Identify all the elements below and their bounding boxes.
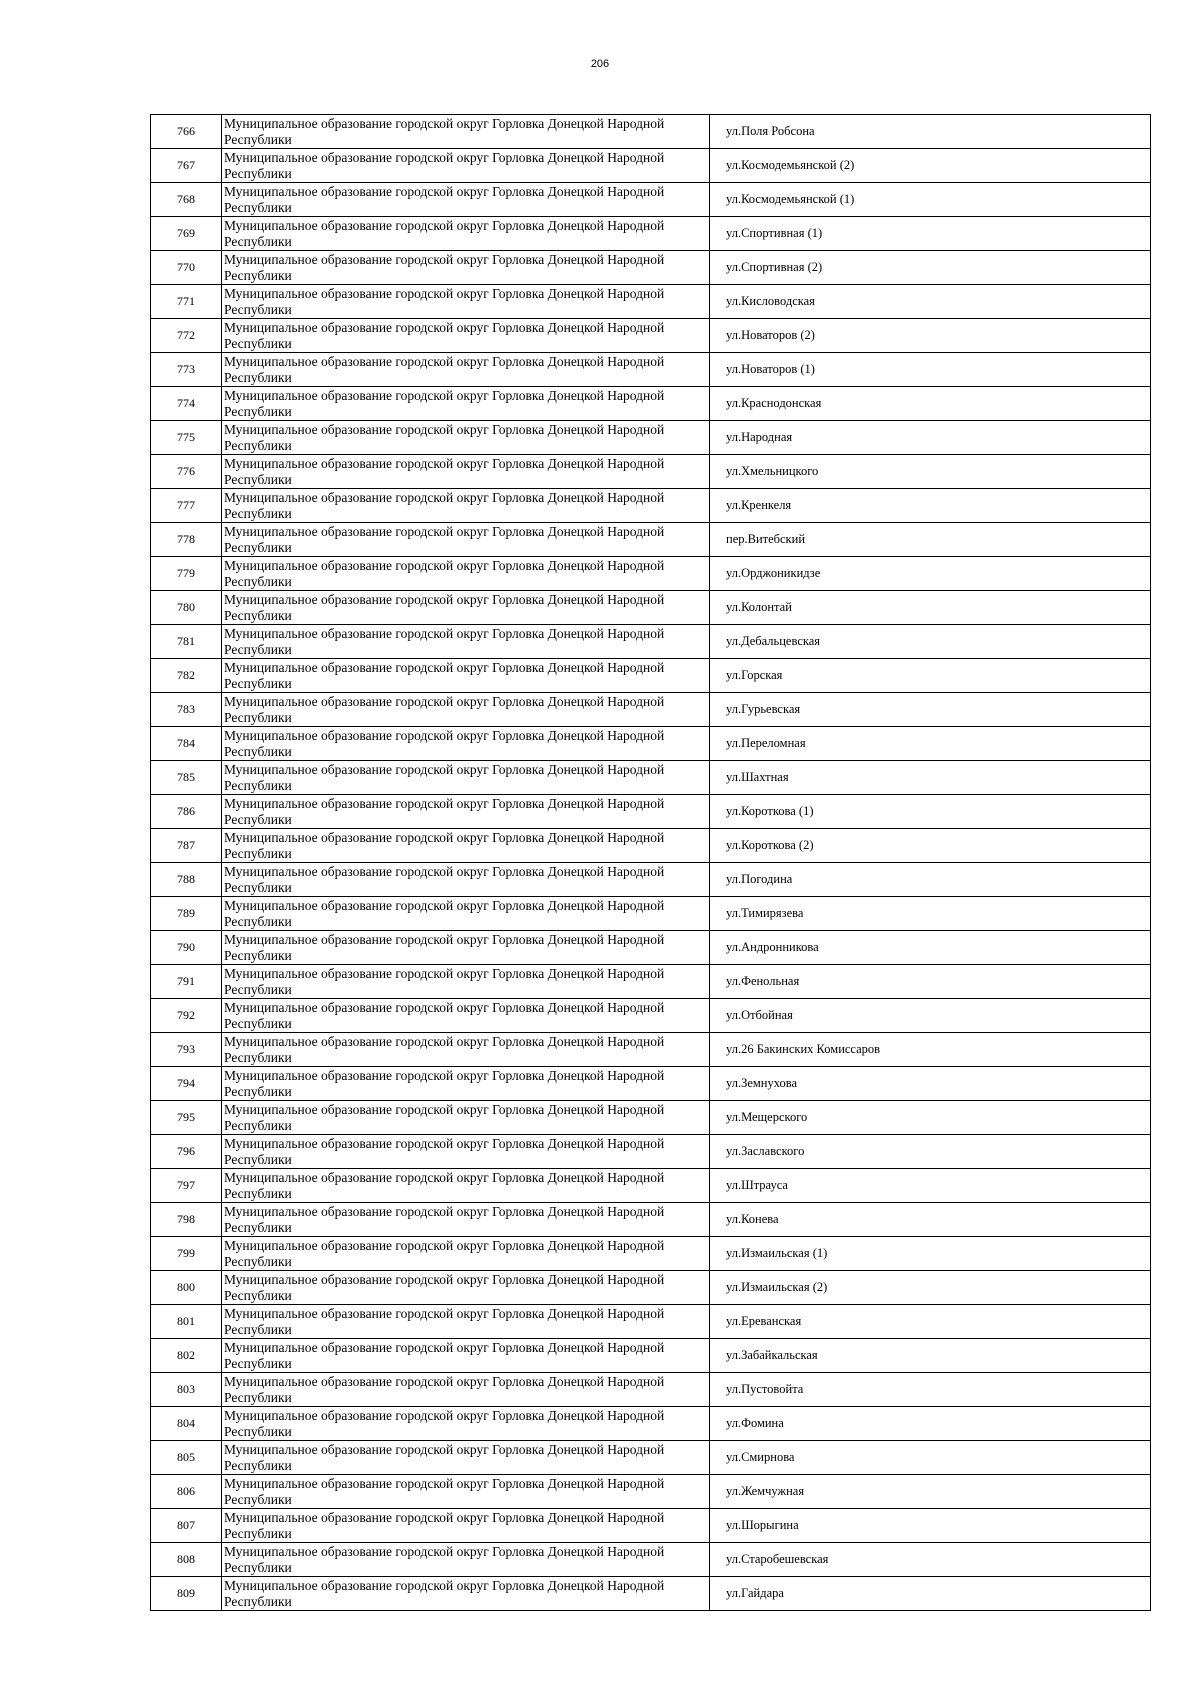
municipality-cell: [222, 523, 710, 557]
municipality-line-1: Муниципальное образование городской округ Горловка Донецкой Народной: [224, 897, 665, 913]
municipality-line-2: Республики: [224, 437, 292, 453]
municipality-line-1: Муниципальное образование городской округ Горловка Донецкой Народной: [224, 1407, 665, 1423]
municipality-line-2: Республики: [224, 981, 292, 997]
municipality-line-1: Муниципальное образование городской округ Горловка Донецкой Народной: [224, 1067, 665, 1083]
municipality-line-1: Муниципальное образование городской округ Горловка Донецкой Народной: [224, 965, 665, 981]
municipality-cell: [222, 1101, 710, 1135]
row-number: 766: [151, 115, 222, 149]
row-number: 781: [151, 625, 222, 659]
street-address-cell: ул.Штрауса: [710, 1169, 1151, 1203]
municipality-line-2: Республики: [224, 505, 292, 521]
municipality-cell: [222, 999, 710, 1033]
municipality-line-1: Муниципальное образование городской округ Горловка Донецкой Народной: [224, 591, 665, 607]
municipality-cell: [222, 625, 710, 659]
table-row: [151, 421, 1151, 455]
row-number: 797: [151, 1169, 222, 1203]
municipality-line-2: Республики: [224, 335, 292, 351]
municipality-line-1: Муниципальное образование городской округ Горловка Донецкой Народной: [224, 1135, 665, 1151]
table-row: [151, 1475, 1151, 1509]
table-row: [151, 1067, 1151, 1101]
table-row: [151, 251, 1151, 285]
row-number: 786: [151, 795, 222, 829]
municipality-cell: [222, 353, 710, 387]
municipality-line-1: Муниципальное образование городской округ Горловка Донецкой Народной: [224, 761, 665, 777]
table-row: [151, 489, 1151, 523]
municipality-cell: [222, 1067, 710, 1101]
municipality-line-2: Республики: [224, 641, 292, 657]
municipality-line-1: Муниципальное образование городской округ Горловка Донецкой Народной: [224, 1101, 665, 1117]
row-number: 777: [151, 489, 222, 523]
municipality-line-2: Республики: [224, 879, 292, 895]
municipality-line-1: Муниципальное образование городской округ Горловка Донецкой Народной: [224, 1203, 665, 1219]
municipality-cell: [222, 183, 710, 217]
municipality-line-1: Муниципальное образование городской округ Горловка Донецкой Народной: [224, 455, 665, 471]
municipality-line-2: Республики: [224, 131, 292, 147]
street-address-cell: ул.Земнухова: [710, 1067, 1151, 1101]
municipality-cell: [222, 829, 710, 863]
row-number: 803: [151, 1373, 222, 1407]
municipality-cell: [222, 727, 710, 761]
municipality-cell: [222, 557, 710, 591]
table-row: [151, 1101, 1151, 1135]
municipality-line-2: Республики: [224, 1389, 292, 1405]
municipality-line-1: Муниципальное образование городской округ Горловка Донецкой Народной: [224, 319, 665, 335]
municipality-line-1: Муниципальное образование городской округ Горловка Донецкой Народной: [224, 931, 665, 947]
street-address-cell: ул.Народная: [710, 421, 1151, 455]
municipality-line-1: Муниципальное образование городской округ Горловка Донецкой Народной: [224, 1339, 665, 1355]
street-address-cell: ул.Старобешевская: [710, 1543, 1151, 1577]
street-address-cell: ул.Мещерского: [710, 1101, 1151, 1135]
municipality-cell: [222, 795, 710, 829]
municipality-line-1: Муниципальное образование городской округ Горловка Донецкой Народной: [224, 489, 665, 505]
municipality-cell: [222, 761, 710, 795]
row-number: 798: [151, 1203, 222, 1237]
row-number: 804: [151, 1407, 222, 1441]
row-number: 809: [151, 1577, 222, 1611]
municipality-line-2: Республики: [224, 233, 292, 249]
table-row: [151, 387, 1151, 421]
table-row: [151, 1339, 1151, 1373]
row-number: 782: [151, 659, 222, 693]
page-number: 206: [590, 58, 610, 70]
municipality-line-1: Муниципальное образование городской округ Горловка Донецкой Народной: [224, 625, 665, 641]
municipality-line-1: Муниципальное образование городской округ Горловка Донецкой Народной: [224, 149, 665, 165]
municipality-line-1: Муниципальное образование городской округ Горловка Донецкой Народной: [224, 523, 665, 539]
municipality-line-2: Республики: [224, 165, 292, 181]
row-number: 795: [151, 1101, 222, 1135]
street-address-cell: ул.Гайдара: [710, 1577, 1151, 1611]
row-number: 776: [151, 455, 222, 489]
municipality-cell: [222, 285, 710, 319]
table-row: [151, 285, 1151, 319]
street-address-cell: ул.Спортивная (1): [710, 217, 1151, 251]
street-address-cell: ул.26 Бакинских Комиссаров: [710, 1033, 1151, 1067]
street-address-cell: ул.Краснодонская: [710, 387, 1151, 421]
street-address-cell: ул.Жемчужная: [710, 1475, 1151, 1509]
municipality-cell: [222, 1475, 710, 1509]
municipality-cell: [222, 149, 710, 183]
municipality-line-1: Муниципальное образование городской округ Горловка Донецкой Народной: [224, 557, 665, 573]
row-number: 796: [151, 1135, 222, 1169]
municipality-line-1: Муниципальное образование городской округ Горловка Донецкой Народной: [224, 1577, 665, 1593]
table-row: [151, 965, 1151, 999]
municipality-line-1: Муниципальное образование городской округ Горловка Донецкой Народной: [224, 1169, 665, 1185]
municipality-line-2: Республики: [224, 1355, 292, 1371]
municipality-line-2: Республики: [224, 1287, 292, 1303]
row-number: 779: [151, 557, 222, 591]
table-row: [151, 1441, 1151, 1475]
municipality-line-2: Республики: [224, 301, 292, 317]
row-number: 808: [151, 1543, 222, 1577]
municipality-line-2: Республики: [224, 1253, 292, 1269]
row-number: 788: [151, 863, 222, 897]
street-address-cell: ул.Фенольная: [710, 965, 1151, 999]
row-number: 785: [151, 761, 222, 795]
municipality-line-2: Республики: [224, 1321, 292, 1337]
municipality-cell: [222, 1509, 710, 1543]
table-row: [151, 1271, 1151, 1305]
table-row: [151, 217, 1151, 251]
row-number: 780: [151, 591, 222, 625]
municipality-cell: [222, 659, 710, 693]
municipality-cell: [222, 1169, 710, 1203]
municipality-cell: [222, 1407, 710, 1441]
municipality-line-1: Муниципальное образование городской округ Горловка Донецкой Народной: [224, 285, 665, 301]
row-number: 773: [151, 353, 222, 387]
table-row: [151, 999, 1151, 1033]
municipality-cell: [222, 217, 710, 251]
municipality-line-2: Республики: [224, 199, 292, 215]
municipality-cell: [222, 1237, 710, 1271]
table-row: [151, 727, 1151, 761]
municipality-line-1: Муниципальное образование городской округ Горловка Донецкой Народной: [224, 251, 665, 267]
table-row: [151, 625, 1151, 659]
table-row: [151, 1169, 1151, 1203]
street-address-cell: ул.Хмельницкого: [710, 455, 1151, 489]
row-number: 793: [151, 1033, 222, 1067]
street-address-cell: ул.Короткова (2): [710, 829, 1151, 863]
row-number: 769: [151, 217, 222, 251]
municipality-line-2: Республики: [224, 403, 292, 419]
municipality-line-1: Муниципальное образование городской округ Горловка Донецкой Народной: [224, 1237, 665, 1253]
municipality-cell: [222, 455, 710, 489]
street-address-cell: ул.Космодемьянской (1): [710, 183, 1151, 217]
street-address-cell: ул.Дебальцевская: [710, 625, 1151, 659]
table-row: [151, 931, 1151, 965]
municipality-line-1: Муниципальное образование городской округ Горловка Донецкой Народной: [224, 1305, 665, 1321]
municipality-line-2: Республики: [224, 1185, 292, 1201]
row-number: 802: [151, 1339, 222, 1373]
row-number: 768: [151, 183, 222, 217]
table-row: [151, 1135, 1151, 1169]
municipality-line-2: Республики: [224, 1525, 292, 1541]
row-number: 784: [151, 727, 222, 761]
row-number: 778: [151, 523, 222, 557]
street-address-cell: ул.Ереванская: [710, 1305, 1151, 1339]
street-address-cell: ул.Погодина: [710, 863, 1151, 897]
table-row: [151, 319, 1151, 353]
row-number: 771: [151, 285, 222, 319]
municipality-cell: [222, 489, 710, 523]
row-number: 789: [151, 897, 222, 931]
municipality-line-2: Республики: [224, 1559, 292, 1575]
municipality-line-2: Республики: [224, 267, 292, 283]
municipality-cell: [222, 1135, 710, 1169]
municipality-line-1: Муниципальное образование городской округ Горловка Донецкой Народной: [224, 1271, 665, 1287]
street-address-cell: ул.Кисловодская: [710, 285, 1151, 319]
table-row: [151, 1407, 1151, 1441]
municipality-cell: [222, 421, 710, 455]
street-address-cell: ул.Шахтная: [710, 761, 1151, 795]
municipality-line-1: Муниципальное образование городской округ Горловка Донецкой Народной: [224, 217, 665, 233]
municipality-cell: [222, 1577, 710, 1611]
table-row: [151, 149, 1151, 183]
municipality-cell: [222, 591, 710, 625]
municipality-line-1: Муниципальное образование городской округ Горловка Донецкой Народной: [224, 183, 665, 199]
table-body: [151, 115, 1151, 1611]
street-address-cell: ул.Космодемьянской (2): [710, 149, 1151, 183]
municipality-cell: [222, 965, 710, 999]
street-address-cell: ул.Новаторов (2): [710, 319, 1151, 353]
street-address-cell: ул.Забайкальская: [710, 1339, 1151, 1373]
table-row: [151, 353, 1151, 387]
municipality-cell: [222, 319, 710, 353]
table-row: [151, 115, 1151, 149]
municipality-line-2: Республики: [224, 743, 292, 759]
row-number: 807: [151, 1509, 222, 1543]
street-address-cell: ул.Смирнова: [710, 1441, 1151, 1475]
municipality-line-2: Республики: [224, 573, 292, 589]
street-address-cell: ул.Пустовойта: [710, 1373, 1151, 1407]
row-number: 787: [151, 829, 222, 863]
municipality-cell: [222, 897, 710, 931]
table-row: [151, 1203, 1151, 1237]
table-row: [151, 897, 1151, 931]
street-address-cell: ул.Отбойная: [710, 999, 1151, 1033]
row-number: 774: [151, 387, 222, 421]
street-address-cell: ул.Короткова (1): [710, 795, 1151, 829]
municipality-line-1: Муниципальное образование городской округ Горловка Донецкой Народной: [224, 727, 665, 743]
table-row: [151, 829, 1151, 863]
row-number: 799: [151, 1237, 222, 1271]
table-row: [151, 591, 1151, 625]
table-row: [151, 1033, 1151, 1067]
municipality-line-1: Муниципальное образование городской округ Горловка Донецкой Народной: [224, 1475, 665, 1491]
table-row: [151, 1237, 1151, 1271]
municipality-cell: [222, 693, 710, 727]
street-address-cell: ул.Переломная: [710, 727, 1151, 761]
municipality-line-2: Республики: [224, 539, 292, 555]
street-address-cell: ул.Шорыгина: [710, 1509, 1151, 1543]
municipality-line-2: Республики: [224, 811, 292, 827]
row-number: 770: [151, 251, 222, 285]
municipality-line-1: Муниципальное образование городской округ Горловка Донецкой Народной: [224, 115, 665, 131]
street-address-cell: ул.Кренкеля: [710, 489, 1151, 523]
municipality-line-2: Республики: [224, 947, 292, 963]
street-address-cell: ул.Измаильская (1): [710, 1237, 1151, 1271]
municipality-line-2: Республики: [224, 607, 292, 623]
street-address-cell: ул.Колонтай: [710, 591, 1151, 625]
municipality-line-2: Республики: [224, 1049, 292, 1065]
table-row: [151, 795, 1151, 829]
municipality-line-2: Республики: [224, 1491, 292, 1507]
street-address-cell: ул.Поля Робсона: [710, 115, 1151, 149]
municipality-line-1: Муниципальное образование городской округ Горловка Донецкой Народной: [224, 829, 665, 845]
table-row: [151, 1577, 1151, 1611]
row-number: 800: [151, 1271, 222, 1305]
row-number: 792: [151, 999, 222, 1033]
address-register-table: [150, 114, 1151, 1611]
municipality-line-1: Муниципальное образование городской округ Горловка Донецкой Народной: [224, 421, 665, 437]
table-row: [151, 455, 1151, 489]
street-address-cell: ул.Тимирязева: [710, 897, 1151, 931]
row-number: 794: [151, 1067, 222, 1101]
row-number: 805: [151, 1441, 222, 1475]
municipality-line-1: Муниципальное образование городской округ Горловка Донецкой Народной: [224, 1441, 665, 1457]
municipality-line-2: Республики: [224, 1151, 292, 1167]
municipality-line-2: Республики: [224, 1083, 292, 1099]
municipality-cell: [222, 931, 710, 965]
municipality-line-1: Муниципальное образование городской округ Горловка Донецкой Народной: [224, 1373, 665, 1389]
municipality-cell: [222, 863, 710, 897]
table-row: [151, 1373, 1151, 1407]
municipality-cell: [222, 387, 710, 421]
municipality-line-2: Республики: [224, 1457, 292, 1473]
table-row: [151, 761, 1151, 795]
municipality-line-2: Республики: [224, 1423, 292, 1439]
municipality-line-1: Муниципальное образование городской округ Горловка Донецкой Народной: [224, 353, 665, 369]
municipality-cell: [222, 1305, 710, 1339]
table-row: [151, 557, 1151, 591]
municipality-line-1: Муниципальное образование городской округ Горловка Донецкой Народной: [224, 795, 665, 811]
municipality-cell: [222, 1441, 710, 1475]
municipality-cell: [222, 1203, 710, 1237]
table-row: [151, 1305, 1151, 1339]
table-row: [151, 863, 1151, 897]
table-row: [151, 1543, 1151, 1577]
municipality-line-1: Муниципальное образование городской округ Горловка Донецкой Народной: [224, 659, 665, 675]
municipality-line-2: Республики: [224, 471, 292, 487]
municipality-cell: [222, 1339, 710, 1373]
municipality-line-2: Республики: [224, 1219, 292, 1235]
municipality-line-1: Муниципальное образование городской округ Горловка Донецкой Народной: [224, 1543, 665, 1559]
municipality-cell: [222, 115, 710, 149]
row-number: 801: [151, 1305, 222, 1339]
row-number: 790: [151, 931, 222, 965]
street-address-cell: ул.Конева: [710, 1203, 1151, 1237]
table-row: [151, 659, 1151, 693]
table-row: [151, 183, 1151, 217]
row-number: 791: [151, 965, 222, 999]
row-number: 775: [151, 421, 222, 455]
street-address-cell: ул.Фомина: [710, 1407, 1151, 1441]
municipality-line-1: Муниципальное образование городской округ Горловка Донецкой Народной: [224, 1033, 665, 1049]
row-number: 767: [151, 149, 222, 183]
street-address-cell: ул.Горская: [710, 659, 1151, 693]
municipality-line-2: Республики: [224, 709, 292, 725]
street-address-cell: ул.Измаильская (2): [710, 1271, 1151, 1305]
street-address-cell: ул.Орджоникидзе: [710, 557, 1151, 591]
municipality-line-2: Республики: [224, 1015, 292, 1031]
street-address-cell: ул.Гурьевская: [710, 693, 1151, 727]
municipality-cell: [222, 1271, 710, 1305]
municipality-cell: [222, 251, 710, 285]
municipality-cell: [222, 1373, 710, 1407]
municipality-line-1: Муниципальное образование городской округ Горловка Донецкой Народной: [224, 387, 665, 403]
municipality-line-1: Муниципальное образование городской округ Горловка Донецкой Народной: [224, 863, 665, 879]
municipality-line-2: Республики: [224, 1593, 292, 1609]
row-number: 806: [151, 1475, 222, 1509]
street-address-cell: ул.Спортивная (2): [710, 251, 1151, 285]
municipality-line-1: Муниципальное образование городской округ Горловка Донецкой Народной: [224, 693, 665, 709]
municipality-line-2: Республики: [224, 369, 292, 385]
table-row: [151, 523, 1151, 557]
row-number: 772: [151, 319, 222, 353]
street-address-cell: пер.Витебский: [710, 523, 1151, 557]
municipality-line-2: Республики: [224, 675, 292, 691]
municipality-line-1: Муниципальное образование городской округ Горловка Донецкой Народной: [224, 999, 665, 1015]
municipality-line-2: Республики: [224, 1117, 292, 1133]
table-row: [151, 693, 1151, 727]
street-address-cell: ул.Новаторов (1): [710, 353, 1151, 387]
municipality-line-2: Республики: [224, 845, 292, 861]
municipality-cell: [222, 1033, 710, 1067]
street-address-cell: ул.Андронникова: [710, 931, 1151, 965]
street-address-cell: ул.Заславского: [710, 1135, 1151, 1169]
row-number: 783: [151, 693, 222, 727]
municipality-line-2: Республики: [224, 777, 292, 793]
municipality-line-2: Республики: [224, 913, 292, 929]
table-row: [151, 1509, 1151, 1543]
municipality-cell: [222, 1543, 710, 1577]
municipality-line-1: Муниципальное образование городской округ Горловка Донецкой Народной: [224, 1509, 665, 1525]
